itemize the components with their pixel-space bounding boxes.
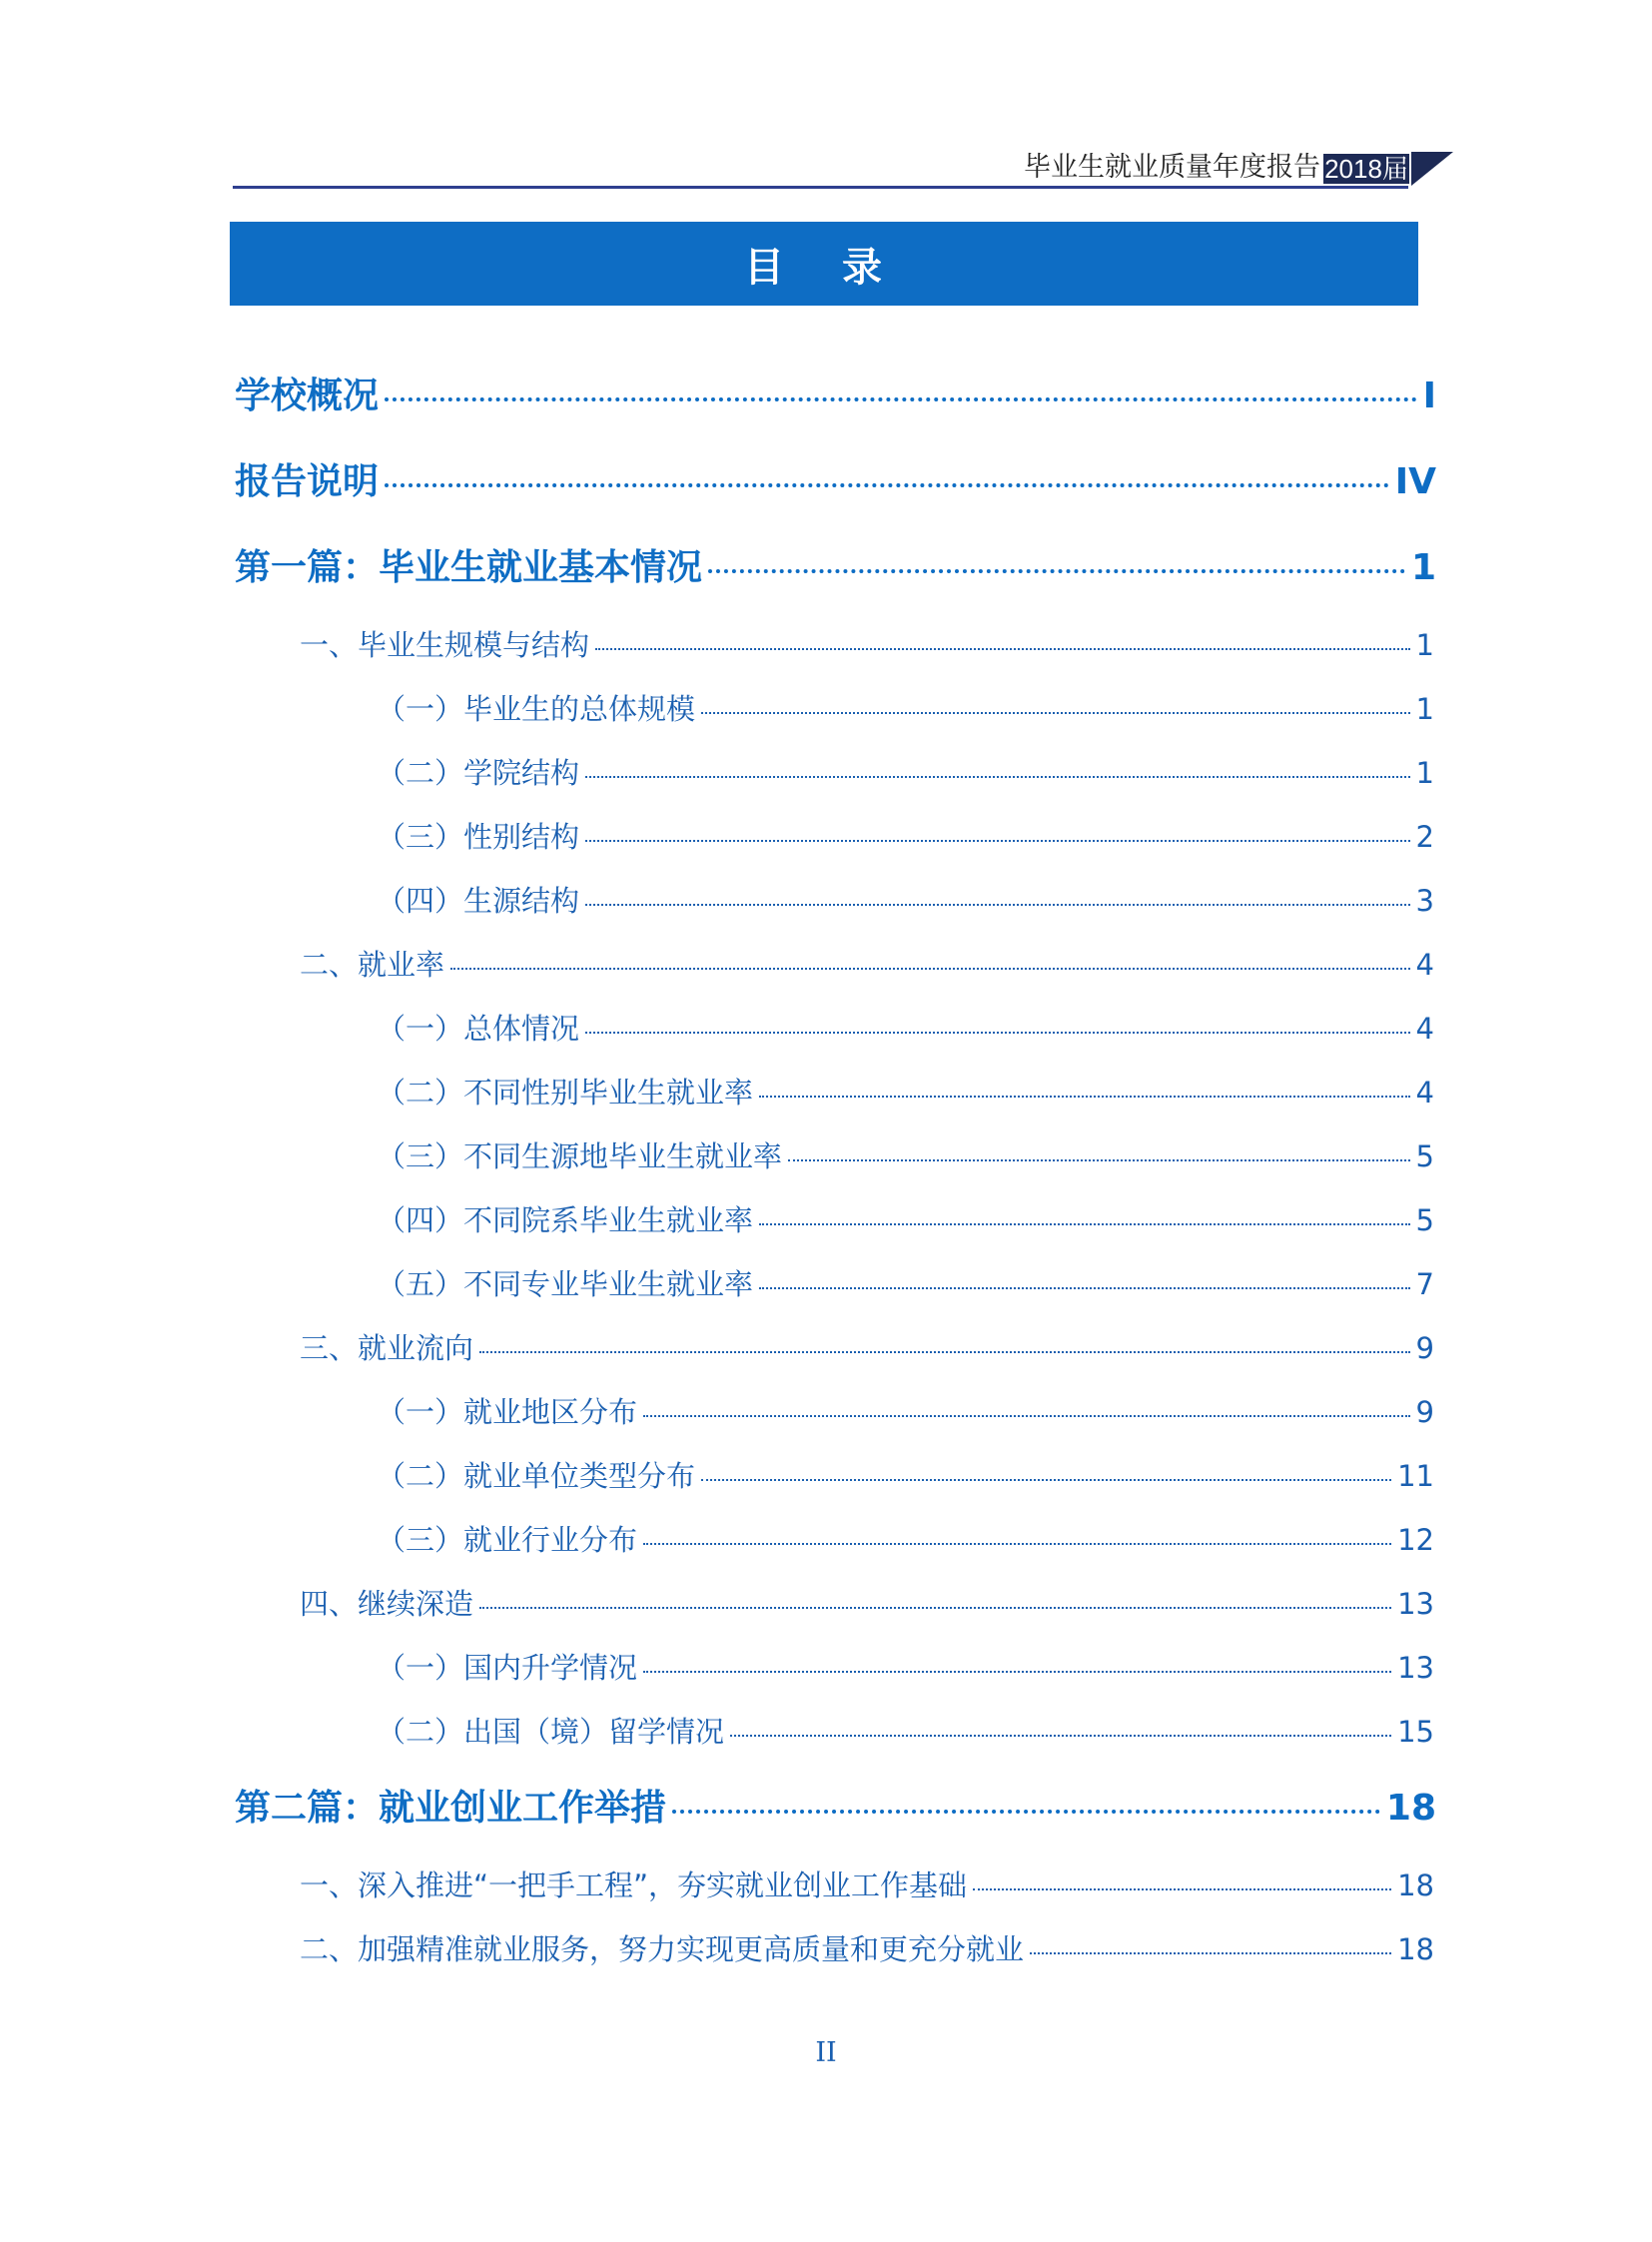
toc-entry-page: 2 — [1415, 820, 1434, 854]
toc-entry-page: 12 — [1397, 1523, 1434, 1557]
toc-entry-label: 一、深入推进“一把手工程”，夯实就业创业工作基础 — [300, 1868, 968, 1902]
toc-leader-dots — [585, 840, 1410, 842]
toc-entry[interactable] — [377, 1518, 1434, 1559]
toc-leader-dots — [643, 1671, 1391, 1673]
toc-entry-page: 9 — [1415, 1395, 1434, 1429]
toc-entry[interactable] — [300, 1927, 1434, 1968]
page-header — [233, 148, 1453, 194]
toc-title: 目 录 — [230, 222, 1418, 306]
toc-leader-dots — [730, 1735, 1391, 1737]
toc-entry[interactable] — [235, 539, 1436, 590]
toc-entry[interactable] — [377, 751, 1434, 792]
toc-entry[interactable] — [377, 1262, 1434, 1303]
toc-entry-page: 5 — [1415, 1203, 1434, 1237]
toc-leader-dots — [759, 1223, 1410, 1225]
toc-leader-dots — [585, 1032, 1410, 1034]
toc-leader-dots — [585, 776, 1410, 778]
toc-entry-label: 报告说明 — [235, 461, 380, 502]
toc-entry-label: 学校概况 — [235, 375, 380, 416]
toc-entry-label: 二、加强精准就业服务，努力实现更高质量和更充分就业 — [300, 1932, 1025, 1966]
toc-leader-dots — [672, 1810, 1380, 1814]
toc-leader-dots — [479, 1607, 1391, 1609]
toc-leader-dots — [479, 1351, 1410, 1353]
toc-leader-dots — [1030, 1952, 1391, 1954]
toc-entry-page: I — [1422, 375, 1436, 416]
toc-entry-page: 18 — [1397, 1932, 1434, 1966]
toc-leader-dots — [643, 1415, 1410, 1417]
toc-entry[interactable] — [377, 815, 1434, 856]
header-rule — [233, 186, 1408, 189]
toc-leader-dots — [759, 1287, 1410, 1289]
toc-entry-page: 9 — [1415, 1331, 1434, 1365]
toc-entry-page: 1 — [1415, 628, 1434, 662]
toc-leader-dots — [701, 1479, 1391, 1481]
toc-entry-page: 5 — [1415, 1139, 1434, 1173]
toc-entry-page: 1 — [1415, 756, 1434, 790]
toc-entry-page: 1 — [1410, 547, 1436, 588]
toc-leader-dots — [643, 1543, 1391, 1545]
toc-leader-dots — [788, 1159, 1410, 1161]
toc-entry[interactable] — [300, 1582, 1434, 1623]
toc-entry-label: （四）生源结构 — [377, 884, 580, 918]
toc-entry[interactable] — [377, 1710, 1434, 1751]
toc-entry[interactable] — [377, 687, 1434, 728]
toc-leader-dots — [585, 904, 1410, 906]
toc-entry[interactable] — [377, 1134, 1434, 1175]
toc-entry-label: 第二篇：就业创业工作举措 — [235, 1788, 667, 1829]
toc-leader-dots — [595, 648, 1410, 650]
toc-entry-label: 二、就业率 — [300, 948, 445, 982]
toc-leader-dots — [973, 1888, 1391, 1890]
toc-entry-label: 四、继续深造 — [300, 1587, 474, 1621]
toc-entry-label: （一）总体情况 — [377, 1012, 580, 1046]
toc-entry[interactable] — [235, 368, 1436, 418]
toc-entry-label: （二）出国（境）留学情况 — [377, 1715, 725, 1749]
toc-entry-page: 4 — [1415, 1012, 1434, 1046]
toc-entry[interactable] — [377, 1198, 1434, 1239]
toc-entry-page: 15 — [1397, 1715, 1434, 1749]
toc-entry-page: 1 — [1415, 692, 1434, 726]
toc-leader-dots — [385, 397, 1417, 401]
toc-entry[interactable] — [377, 879, 1434, 920]
toc-entry-page: 18 — [1397, 1868, 1434, 1902]
report-title: 毕业生就业质量年度报告 — [1024, 152, 1320, 183]
report-year-badge: 2018届 — [1324, 154, 1408, 184]
toc-entry-label: （三）性别结构 — [377, 820, 580, 854]
toc-entry-page: 3 — [1415, 884, 1434, 918]
header-arrow-icon — [1411, 152, 1453, 186]
toc-entry[interactable] — [377, 1007, 1434, 1048]
toc-entry-label: （二）不同性别毕业生就业率 — [377, 1076, 754, 1110]
toc-entry-label: 三、就业流向 — [300, 1331, 474, 1365]
toc-entry-label: （一）毕业生的总体规模 — [377, 692, 696, 726]
toc-entry-label: （二）学院结构 — [377, 756, 580, 790]
toc-entry-page: 13 — [1397, 1651, 1434, 1685]
toc-entry-label: （三）不同生源地毕业生就业率 — [377, 1139, 783, 1173]
toc-leader-dots — [450, 968, 1410, 970]
toc-entry-label: （四）不同院系毕业生就业率 — [377, 1203, 754, 1237]
toc-entry-page: 4 — [1415, 948, 1434, 982]
toc-entry-label: 第一篇：毕业生就业基本情况 — [235, 547, 703, 588]
toc-leader-dots — [708, 569, 1405, 573]
toc-entry[interactable] — [300, 1864, 1434, 1904]
toc-entry-label: （二）就业单位类型分布 — [377, 1459, 696, 1493]
toc-entry-label: （五）不同专业毕业生就业率 — [377, 1267, 754, 1301]
toc-leader-dots — [759, 1096, 1410, 1098]
toc-entry-label: 一、毕业生规模与结构 — [300, 628, 590, 662]
toc-leader-dots — [385, 483, 1389, 487]
toc-entry-label: （一）国内升学情况 — [377, 1651, 638, 1685]
toc-entry[interactable] — [235, 453, 1436, 504]
toc-entry[interactable] — [300, 1326, 1434, 1367]
toc-entry-page: 4 — [1415, 1076, 1434, 1110]
toc-entry[interactable] — [377, 1646, 1434, 1687]
toc-entry[interactable] — [235, 1780, 1436, 1831]
toc-leader-dots — [701, 712, 1410, 714]
toc-entry[interactable] — [300, 943, 1434, 984]
toc-entry-page: 13 — [1397, 1587, 1434, 1621]
toc-entry[interactable] — [377, 1071, 1434, 1112]
toc-entry-label: （一）就业地区分布 — [377, 1395, 638, 1429]
toc-entry[interactable] — [300, 623, 1434, 664]
toc-entry-page: 18 — [1385, 1788, 1436, 1829]
toc-entry-page: 7 — [1415, 1267, 1434, 1301]
toc-entry-page: 11 — [1397, 1459, 1434, 1493]
toc-entry[interactable] — [377, 1454, 1434, 1495]
toc-entry[interactable] — [377, 1390, 1434, 1431]
toc-entry-page: IV — [1394, 461, 1436, 502]
toc-entry-label: （三）就业行业分布 — [377, 1523, 638, 1557]
page-number: II — [815, 2037, 837, 2068]
